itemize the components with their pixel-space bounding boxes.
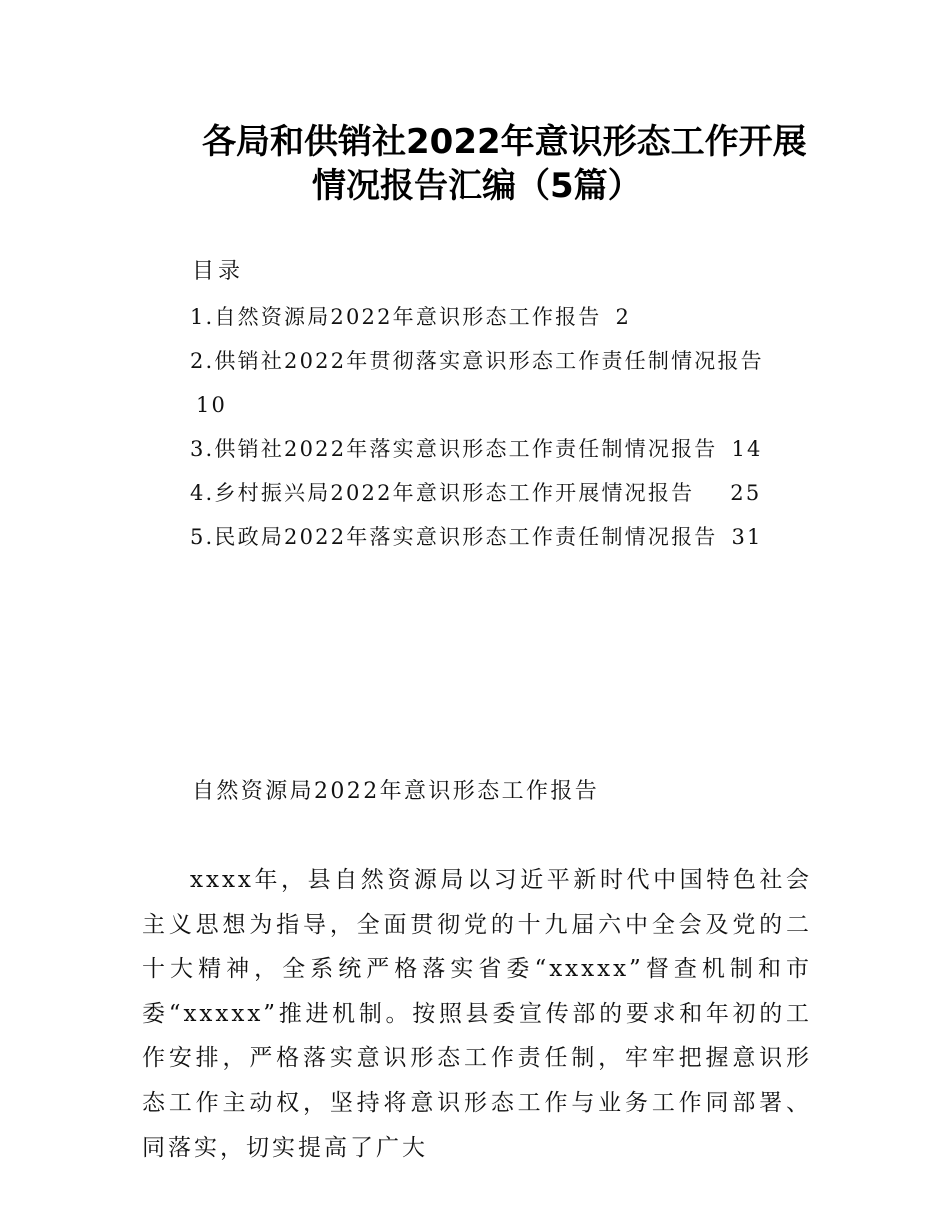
toc-item[interactable] [190,471,764,515]
toc-item-page: 14 [731,437,763,461]
toc-item[interactable] [190,295,764,339]
toc-item-label: 2.供销社2022年贯彻落实意识形态工作责任制情况报告 [190,349,764,373]
toc-heading: 目录 [192,259,245,284]
toc-item-label: 1.自然资源局2022年意识形态工作报告 [190,305,602,329]
toc-item-page: 10 [196,393,228,417]
toc-item-label: 4.乡村振兴局2022年意识形态工作开展情况报告 [190,481,695,505]
section-heading: 自然资源局2022年意识形态工作报告 [192,779,600,804]
toc-item-page: 25 [730,481,762,505]
toc-item-page: 31 [731,525,763,549]
toc-item-page: 2 [615,305,632,329]
body-paragraph: xxxx年，县自然资源局以习近平新时代中国特色社会主义思想为指导，全面贯彻党的十九届六中全会及党的二十大精神，全系统严格落实省委“xxxxx”督查机制和市委“xxxxx”推进机制。按照县委宣传部的要求和年初的工作安排，严格落实意识形态工作责任制，牢牢把握意识形态工作主动权，坚持将意识形态工作与业务工作同部署、同落实，切实提高了广大 [142,867,812,1161]
toc-item[interactable] [190,339,764,427]
toc-item-label: 5.民政局2022年落实意识形态工作责任制情况报告 [190,525,718,549]
toc-item[interactable] [190,515,764,559]
document-title-line-2: 情况报告汇编（5篇） [312,166,642,206]
table-of-contents [190,295,764,559]
toc-item[interactable] [190,427,764,471]
document-title-line-1: 各局和供销社2022年意识形态工作开展 [202,122,807,162]
toc-item-label: 3.供销社2022年落实意识形态工作责任制情况报告 [190,437,718,461]
